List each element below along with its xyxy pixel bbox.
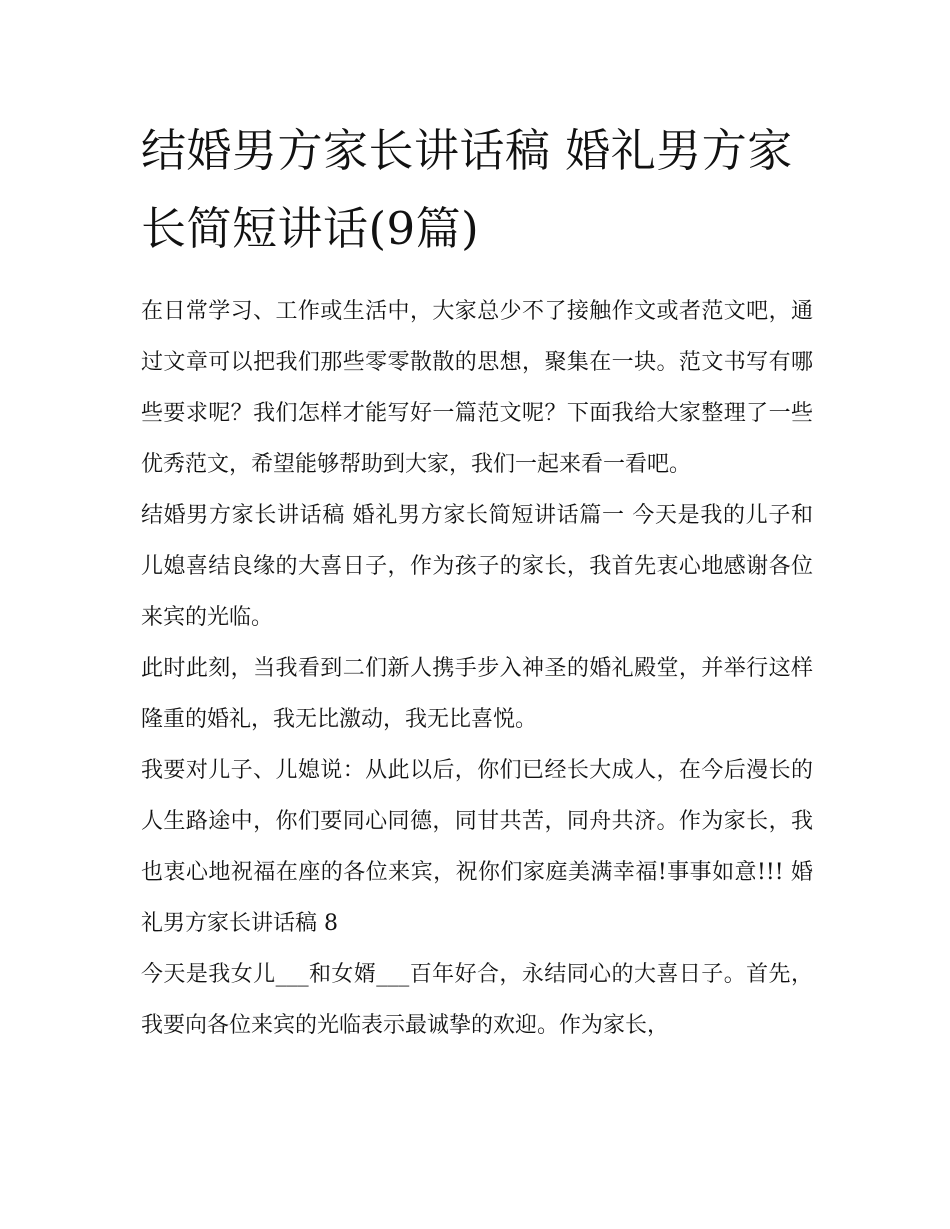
paragraph-moment: 此时此刻，当我看到二们新人携手步入神圣的婚礼殿堂，并举行这样隆重的婚礼，我无比激动，我无比喜悦。: [141, 656, 813, 732]
paragraph-blessing: 我要对儿子、儿媳说：从此以后，你们已经长大成人，在今后漫长的人生路途中，你们要同心同德，同甘共苦，同舟共济。作为家长，我也衷心地祝福在座的各位来宾，祝你们家庭美满幸福!事事如意!!! 婚礼男方家长讲话稿 8: [141, 758, 813, 936]
paragraph-speech-one: 结婚男方家长讲话稿 婚礼男方家长简短讲话篇一 今天是我的儿子和儿媳喜结良缘的大喜日子，作为孩子的家长，我首先衷心地感谢各位来宾的光临。: [141, 503, 813, 630]
document-title: 结婚男方家长讲话稿 婚礼男方家长简短讲话(9篇): [141, 124, 793, 255]
paragraph-intro: 在日常学习、工作或生活中，大家总少不了接触作文或者范文吧，通过文章可以把我们那些零零散散的思想，聚集在一块。范文书写有哪些要求呢？我们怎样才能写好一篇范文呢？下面我给大家整理了一些优秀范文，希望能够帮助到大家，我们一起来看一看吧。: [141, 299, 813, 477]
paragraph-daughter: 今天是我女儿___和女婿___百年好合，永结同心的大喜日子。首先，我要向各位来宾的光临表示最诚挚的欢迎。作为家长，: [141, 962, 813, 1038]
document-page: [141, 112, 813, 1051]
